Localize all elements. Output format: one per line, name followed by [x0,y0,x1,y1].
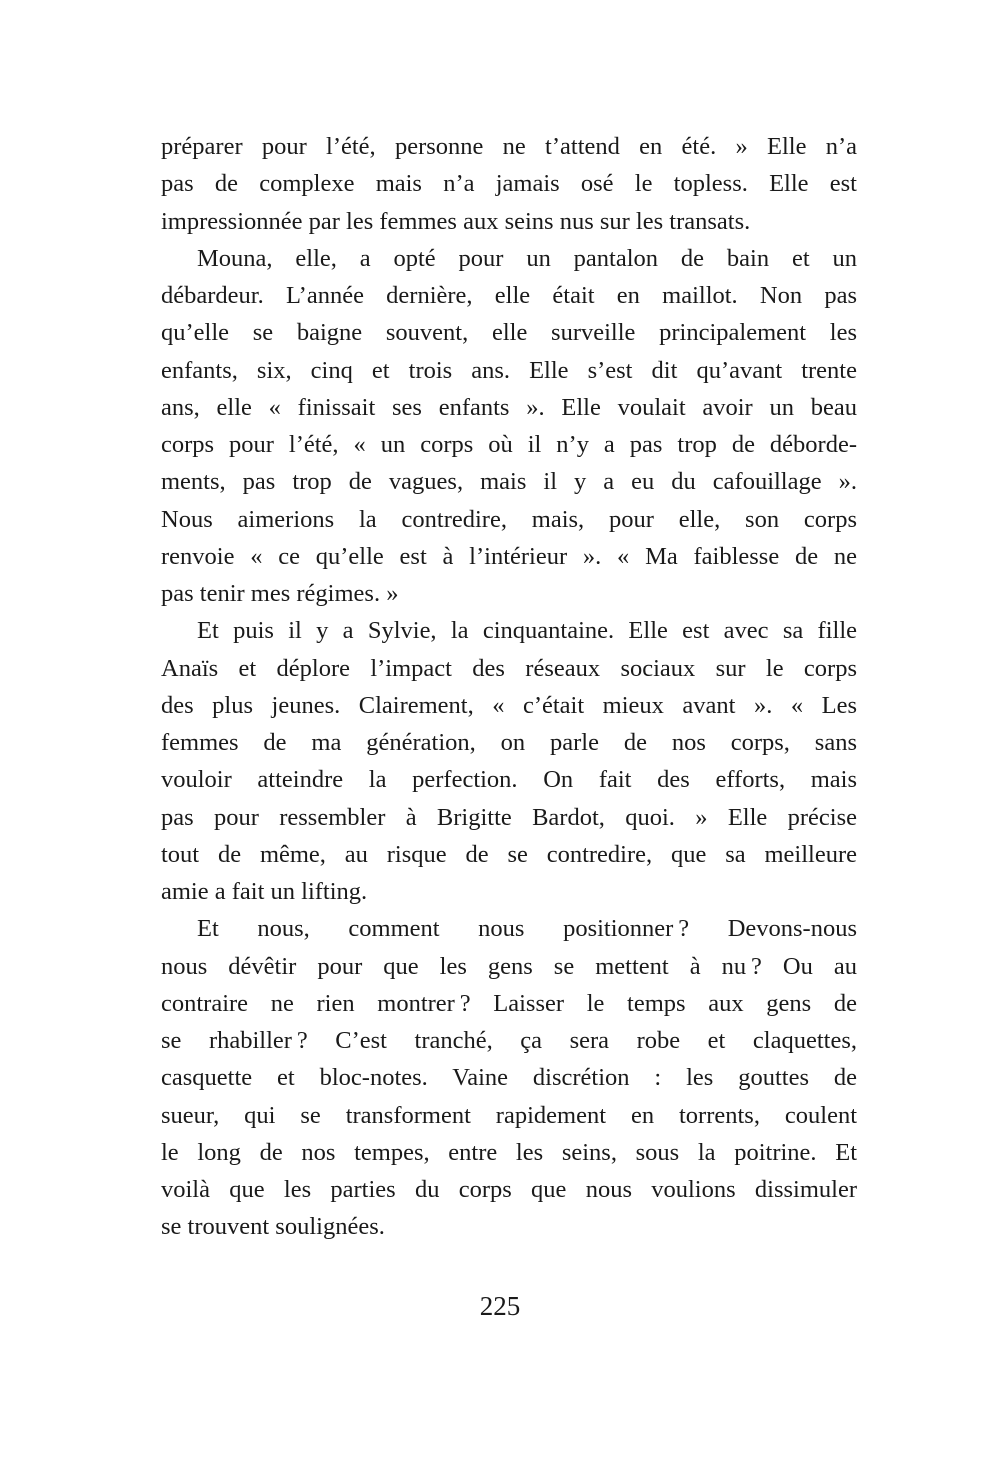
text-line: ans, elle « finissait ses enfants ». Elle voulait avoir un beau [161,393,857,421]
text-line: qu’elle se baigne souvent, elle surveille principalement les [161,319,857,347]
text-line: le long de nos tempes, entre les seins, sous la poitrine. Et [161,1138,857,1166]
text-line: débardeur. L’année dernière, elle était en maillot. Non pas [161,282,857,309]
text-line: casquette et bloc-notes. Vaine discrétion : les gouttes de [161,1064,857,1092]
text-line: nous dévêtir pour que les gens se mettent à nu ? Ou au [161,952,857,980]
text-line: femmes de ma génération, on parle de nos corps, sans [161,729,857,756]
text-line: Et puis il y a Sylvie, la cinquantaine. Elle est avec sa fille [197,617,857,645]
text-line: préparer pour l’été, personne ne t’attend en été. » Elle n’a [161,133,857,160]
text-line: corps pour l’été, « un corps où il n’y a pas trop de déborde- [161,431,857,458]
text-line: des plus jeunes. Clairement, « c’était mieux avant ». « Les [161,691,857,719]
text-line: sueur, qui se transforment rapidement en torrents, coulent [161,1101,857,1129]
text-line: se rhabiller ? C’est tranché, ça sera robe et claquettes, [161,1027,857,1054]
text-block [161,128,857,1246]
text-line: pas tenir mes régimes. » [161,580,399,607]
text-line: pas de complexe mais n’a jamais osé le topless. Elle est [161,170,857,198]
text-line: amie a fait un lifting. [161,878,368,905]
text-line: Anaïs et déplore l’impact des réseaux sociaux sur le corps [161,654,857,682]
text-line: contraire ne rien montrer ? Laisser le temps aux gens de [161,989,857,1017]
text-line: pas pour ressembler à Brigitte Bardot, quoi. » Elle précise [161,803,857,831]
text-line: se trouvent soulignées. [161,1213,385,1241]
text-line: ments, pas trop de vagues, mais il y a eu du cafouillage ». [161,468,857,496]
text-line: enfants, six, cinq et trois ans. Elle s’est dit qu’avant trente [161,356,857,384]
text-line: impressionnée par les femmes aux seins nus sur les transats. [161,207,751,235]
page-number: 225 [479,1291,521,1321]
text-line: Et nous, comment nous positionner ? Devons-nous [197,915,857,943]
text-line: voilà que les parties du corps que nous voulions dissimuler [161,1176,857,1203]
text-line: Mouna, elle, a opté pour un pantalon de bain et un [197,244,857,272]
text-line: tout de même, au risque de se contredire, que sa meilleure [161,840,857,868]
text-line: Nous aimerions la contredire, mais, pour elle, son corps [161,505,857,533]
text-line: renvoie « ce qu’elle est à l’intérieur ». « Ma faiblesse de ne [161,542,857,570]
text-line: vouloir atteindre la perfection. On fait des efforts, mais [161,766,857,794]
